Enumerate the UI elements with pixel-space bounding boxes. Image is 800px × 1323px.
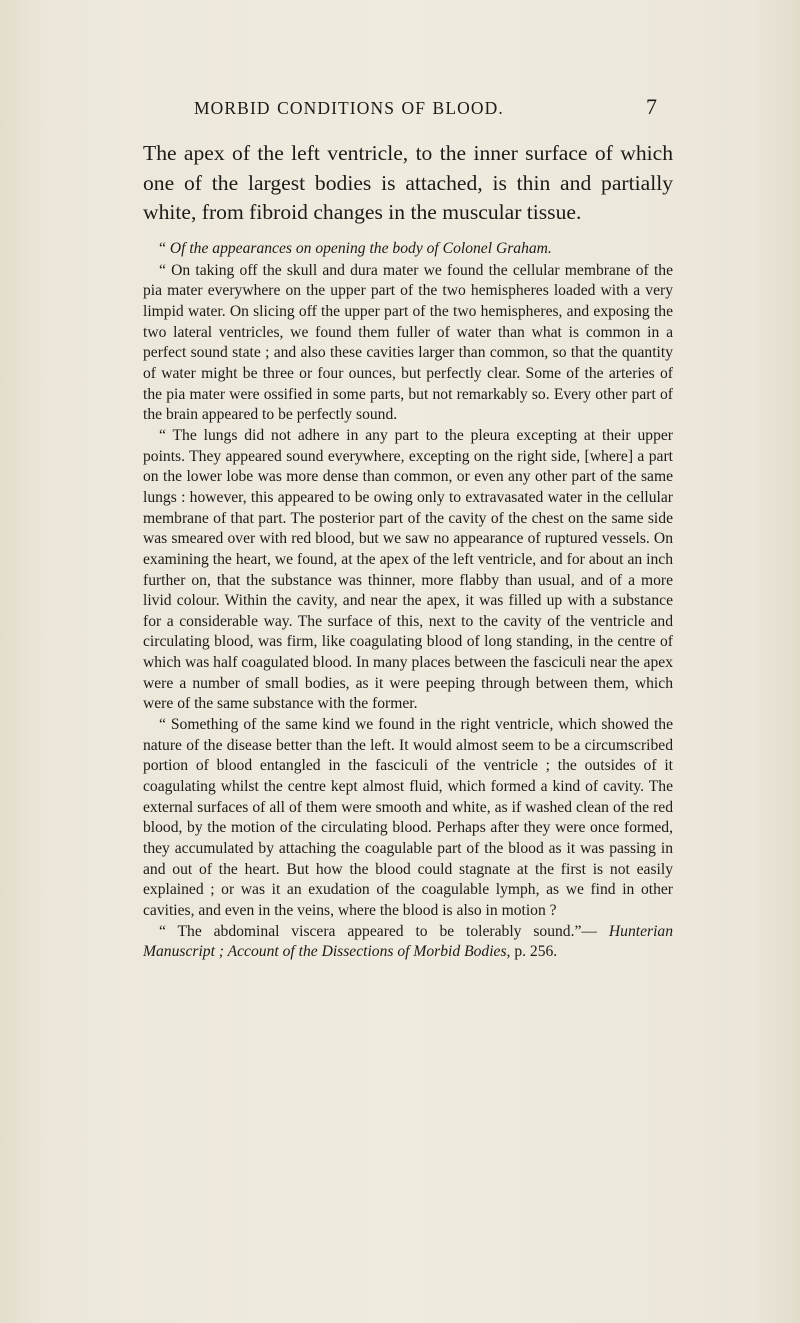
- abdominal-quote: “ The abdominal viscera appeared to be tolerably sound.”—: [159, 922, 598, 940]
- heading-title: Of the appearances on opening the body of Colonel Graham.: [169, 240, 552, 257]
- paragraph-lungs-heart: “ The lungs did not adhere in any part to the pleura excepting at their upper points. They appeared sound everywhere, excepting on the right side, [where] a part on the lower lobe was more dense than common, or even any other part of the same lungs : however, this appeared to be owing only to extravasated water in the cellular membrane of that part. The posterior part of the cavity of the chest on the same side was smeared over with red blood, but we saw no appearance of ruptured vessels. On examining the heart, we found, at the apex of the left ventricle, and for about an inch further on, that the substance was thinner, more flabby than usual, and of a more livid colour. Within the cavity, and near the apex, it was filled up with a substance for a considerable way. The surface of this, next to the cavity of the ventricle and circulating blood, was firm, like coagulating blood of long standing, in the centre of which was half coagulated blood. In many places between the fasciculi near the apex were a number of small bodies, as it were peeping through between them, which were of the same substance with the former.: [143, 426, 673, 713]
- source-citation: Hunterian Manuscript ; Account of the Dissections of Morbid Bodies,: [143, 922, 673, 961]
- paragraph-right-ventricle: “ Something of the same kind we found in the right ventricle, which showed the nature of the disease better than the left. It would almost seem to be a circumscribed portion of blood entangled in the fasciculi of the ventricle ; the outsides of it coagulating whilst the centre kept almost fluid, which formed a kind of cavity. The external surfaces of all of them were smooth and white, as if washed clean of the red blood, by the motion of the circulating blood. Perhaps after they were once formed, they accumulated by attaching the coagulable part of the blood as it was passing in and out of the heart. But how the blood could stagnate at the first is not easily explained ; or was it an exudation of the coagulable lymph, as we find in other cavities, and even in the veins, where the blood is also in motion ?: [143, 716, 673, 919]
- section-heading: [143, 239, 673, 260]
- paragraph-abdominal: [143, 922, 673, 963]
- page-number: 7: [646, 94, 657, 119]
- heading-open-quote: “: [159, 240, 170, 257]
- paragraph-brain: “ On taking off the skull and dura mater we found the cellular membrane of the pia mater everywhere on the upper part of the two hemispheres loaded with a very limpid water. On slicing off the upper part of the two hemispheres, and exposing the two lateral ventricles, we found them fuller of water than what is common in a perfect sound state ; and also these cavities larger than common, so that the quantity of water might be three or four ounces, but perfectly clear. Some of the arteries of the pia mater were ossified in some parts, but not remarkably so. Every other part of the brain appeared to be perfectly sound.: [143, 261, 673, 424]
- intro-paragraph: The apex of the left ventricle, to the inner surface of which one of the largest bodies is attached, is thin and partially white, from fibroid changes in the muscular tissue.: [143, 141, 673, 224]
- running-head: [0, 94, 800, 122]
- page-reference: p. 256.: [510, 943, 558, 961]
- body-text: [143, 239, 673, 963]
- running-head-title: MORBID CONDITIONS OF BLOOD.: [194, 98, 504, 118]
